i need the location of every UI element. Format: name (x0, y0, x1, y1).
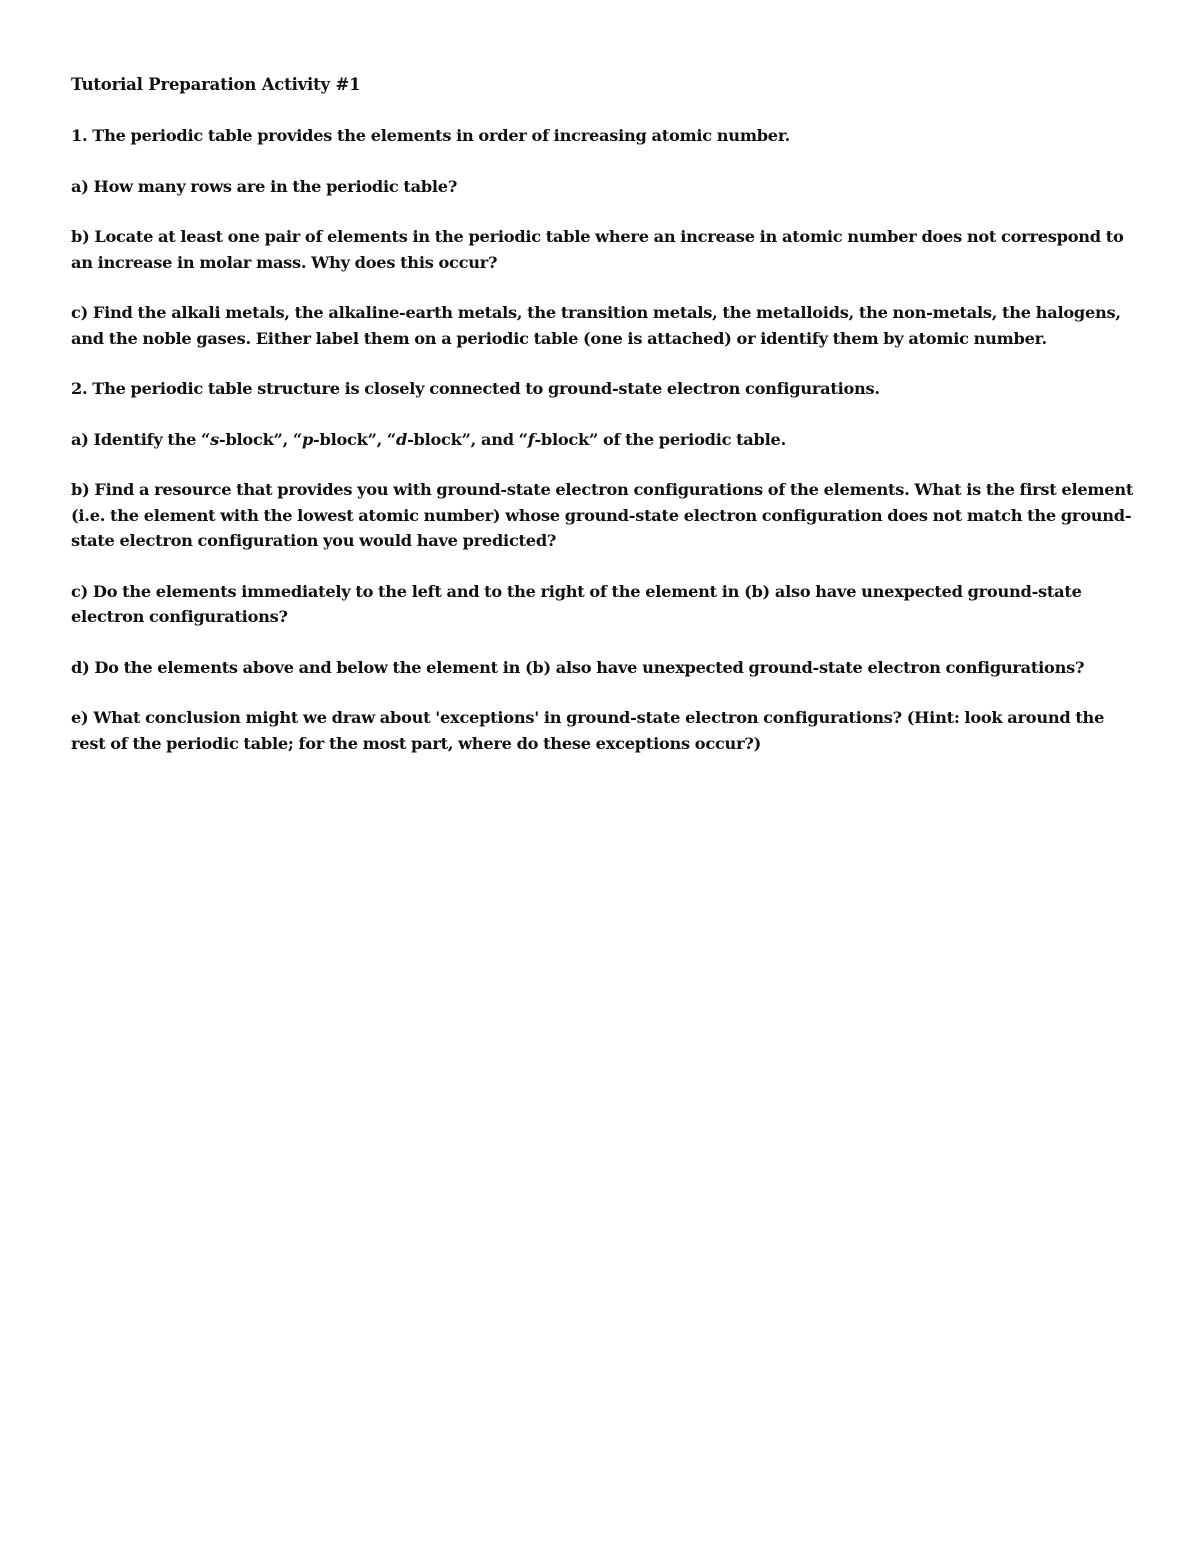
d-block-letter: d (395, 429, 408, 449)
document-title: Tutorial Preparation Activity #1 (71, 75, 361, 94)
question-2a-prefix: a) Identify the “ (71, 429, 211, 449)
f-block-letter: f (527, 429, 535, 449)
question-2a-mid2: -block”, “ (313, 429, 396, 449)
question-2a-mid1: -block”, “ (219, 429, 302, 449)
question-2a-suffix: -block” of the periodic table. (534, 429, 786, 449)
question-1c: c) Find the alkali metals, the alkaline-earth metals, the transition metals, the metalloids, the non-metals, the halogens, and the noble gases. Either label them on a periodic table (one is attached) or identify them by atomic number. (71, 303, 1121, 348)
question-1a: a) How many rows are in the periodic table? (71, 176, 458, 196)
question-2a-mid3: -block”, and “ (407, 429, 528, 449)
question-2e: e) What conclusion might we draw about 'exceptions' in ground-state electron configurations? (Hint: look around the rest of the periodic table; for the most part, where do these exceptions occur?) (71, 708, 1105, 753)
question-1-intro: 1. The periodic table provides the elements in order of increasing atomic number. (71, 126, 790, 145)
question-2d: d) Do the elements above and below the element in (b) also have unexpected ground-state electron configurations? (71, 657, 1085, 677)
s-block-letter: s (210, 429, 219, 449)
question-2a (71, 427, 1136, 453)
question-1b: b) Locate at least one pair of elements in the periodic table where an increase in atomic number does not correspond to an increase in molar mass. Why does this occur? (71, 227, 1124, 272)
question-2b: b) Find a resource that provides you with ground-state electron configurations of the elements. What is the first element (i.e. the element with the lowest atomic number) whose ground-state electron configuration does not match the ground-state electron configuration you would have predicted? (71, 480, 1134, 550)
document-page (71, 72, 1136, 781)
question-2-intro: 2. The periodic table structure is closely connected to ground-state electron configurations. (71, 379, 880, 398)
p-block-letter: p (301, 429, 314, 449)
question-2c: c) Do the elements immediately to the left and to the right of the element in (b) also have unexpected ground-state electron configurations? (71, 581, 1082, 626)
